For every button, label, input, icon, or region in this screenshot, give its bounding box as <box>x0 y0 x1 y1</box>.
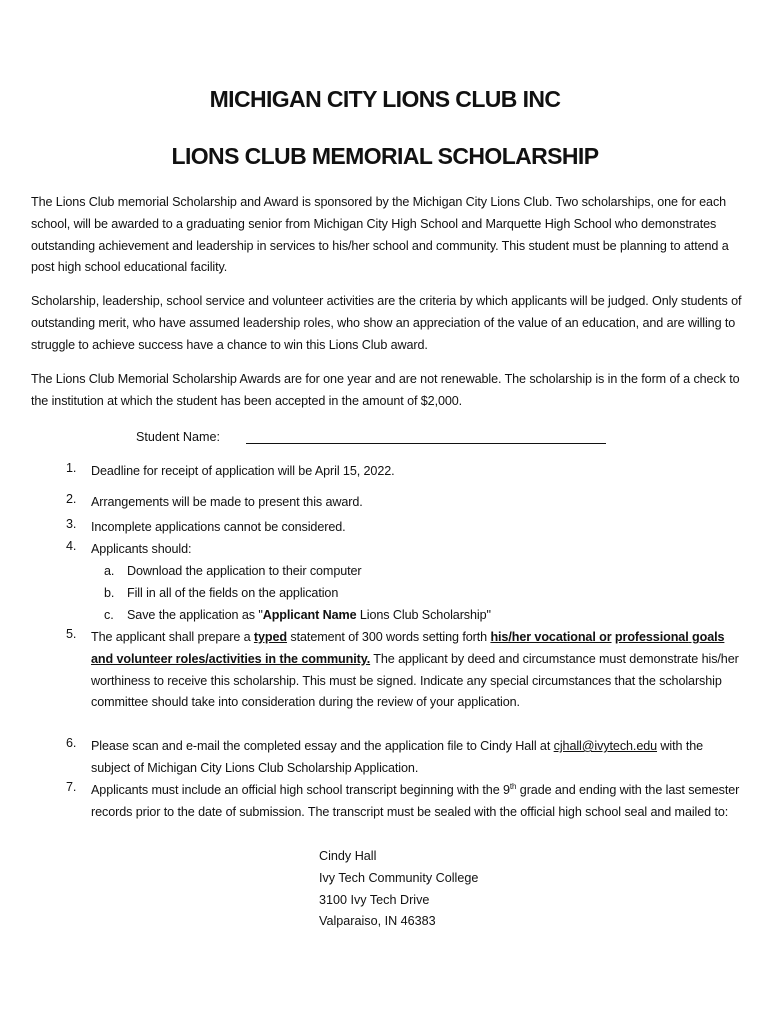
list-number: 4. <box>66 539 77 553</box>
statement-text: The applicant by deed and circumstance must demonstrate his/her worthiness to receive this scholarship. This must be signed. Indicate any special circumstances that the scholarship committee should take into consideration during the review of your application. <box>91 651 739 710</box>
address-street: 3100 Ivy Tech Drive <box>319 892 430 907</box>
goals-emphasis: professional <box>614 630 689 644</box>
sub-letter: b. <box>104 586 115 600</box>
transcript-text: Applicants must include an official high school transcript beginning with the 9 <box>91 783 510 797</box>
email-link[interactable]: cjhall@ivytech.edu <box>553 739 658 753</box>
mailing-address <box>319 846 478 933</box>
transcript-text: grade and ending with the last semester records prior to the date of submission. The transcript must be sealed with the official high school seal and mailed to: <box>91 783 740 819</box>
list-number: 5. <box>66 627 77 641</box>
organization-title: MICHIGAN CITY LIONS CLUB INC <box>209 86 561 112</box>
list-text: Applicants should: <box>91 542 192 556</box>
list-number: 6. <box>66 736 77 750</box>
address-org: Ivy Tech Community College <box>319 870 479 885</box>
save-text-suffix: Lions Club Scholarship" <box>356 608 491 622</box>
list-text <box>91 780 741 824</box>
list-text: Deadline for receipt of application will be April 15, 2022. <box>91 464 395 478</box>
sub-text <box>127 605 727 627</box>
goals-emphasis: goals and volunteer roles/activities in the community. <box>91 630 725 666</box>
list-text <box>91 627 741 714</box>
address-city: Valparaiso, IN 46383 <box>319 914 436 929</box>
address-name: Cindy Hall <box>319 849 377 863</box>
list-text <box>91 736 741 780</box>
sub-letter: a. <box>104 564 115 578</box>
typed-emphasis: typed <box>253 630 288 644</box>
intro-paragraph: The Lions Club memorial Scholarship and Award is sponsored by the Michigan City Lions Club. Two scholarships, one for each school, will be awarded to a graduating senior from Michigan City High School and Marquette High School who demonstrates outstanding achievement and leadership in services to his/her school and community. This student must be planning to attend a post high school educational facility. <box>31 195 729 275</box>
save-text-prefix: Save the application as " <box>127 608 263 622</box>
ordinal-superscript: th <box>509 781 517 791</box>
email-text: with the subject of Michigan City Lions Club Scholarship Application. <box>91 739 704 775</box>
sub-text: Download the application to their computer <box>127 564 362 578</box>
list-number: 7. <box>66 780 77 794</box>
list-number: 2. <box>66 492 77 506</box>
sub-letter: c. <box>104 608 114 622</box>
list-text: Arrangements will be made to present this award. <box>91 495 363 509</box>
scholarship-title: LIONS CLUB MEMORIAL SCHOLARSHIP <box>171 143 599 169</box>
statement-text: statement of 300 words setting forth <box>287 630 491 644</box>
goals-emphasis: his/her vocational or <box>490 630 612 644</box>
sub-text: Fill in all of the fields on the application <box>127 586 339 600</box>
list-text: Incomplete applications cannot be considered. <box>91 520 346 534</box>
student-name-field[interactable] <box>246 443 606 444</box>
award-paragraph: The Lions Club Memorial Scholarship Awards are for one year and are not renewable. The scholarship is in the form of a check to the institution at which the student has been accepted in the amount of $2,000. <box>31 372 740 408</box>
statement-text: The applicant shall prepare a <box>91 630 254 644</box>
applicant-name-bold: Applicant Name <box>262 608 357 622</box>
email-text: Please scan and e-mail the completed essay and the application file to Cindy Hall at <box>91 739 554 753</box>
criteria-paragraph: Scholarship, leadership, school service and volunteer activities are the criteria by which applicants will be judged. Only students of outstanding merit, who have assumed leadership roles, who show an appreciation of the value of an education, and are willing to struggle to achieve success have a chance to win this Lions Club award. <box>31 294 742 352</box>
list-number: 1. <box>66 461 77 475</box>
list-number: 3. <box>66 517 77 531</box>
student-name-label: Student Name: <box>136 430 221 444</box>
